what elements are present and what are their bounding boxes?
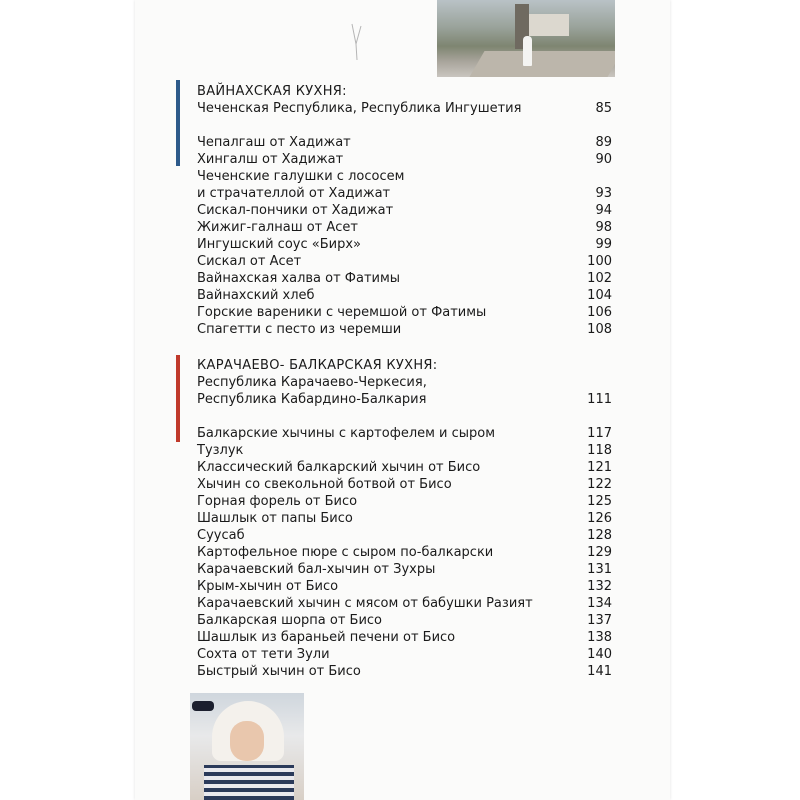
toc-title: Вайнахская халва от Фатимы bbox=[197, 271, 401, 286]
toc-title: Сискал-пончики от Хадижат bbox=[197, 203, 394, 218]
toc-title: Чепалгаш от Хадижат bbox=[197, 135, 351, 150]
toc-page: 102 bbox=[587, 271, 612, 286]
toc-row-region[interactable] bbox=[197, 391, 612, 408]
toc-page: 137 bbox=[587, 613, 612, 628]
toc-row-region bbox=[197, 374, 612, 391]
toc-row[interactable] bbox=[197, 663, 612, 680]
toc-title: Хычин со свекольной ботвой от Бисо bbox=[197, 477, 452, 492]
toc-title: Чеченские галушки с лососем bbox=[197, 169, 405, 184]
toc-row[interactable] bbox=[197, 236, 612, 253]
toc-row[interactable] bbox=[197, 493, 612, 510]
toc-page: 100 bbox=[587, 254, 612, 269]
toc-title: Быстрый хычин от Бисо bbox=[197, 664, 361, 679]
toc-title: Горная форель от Бисо bbox=[197, 494, 358, 509]
toc-title: Балкарские хычины с картофелем и сыром bbox=[197, 426, 496, 441]
toc-row[interactable] bbox=[197, 168, 612, 185]
toc-title: Жижиг-галнаш от Асет bbox=[197, 220, 359, 235]
toc-title: Шашлык из бараньей печени от Бисо bbox=[197, 630, 456, 645]
toc-title: Крым-хычин от Бисо bbox=[197, 579, 339, 594]
toc-row[interactable] bbox=[197, 270, 612, 287]
toc-page: 85 bbox=[595, 101, 612, 116]
toc-title: Горские вареники с черемшой от Фатимы bbox=[197, 305, 487, 320]
toc-row[interactable] bbox=[197, 253, 612, 270]
toc-row[interactable] bbox=[197, 304, 612, 321]
toc-page: 108 bbox=[587, 322, 612, 337]
toc-page: 129 bbox=[587, 545, 612, 560]
section-title-karachay: КАРАЧАЕВО- БАЛКАРСКАЯ КУХНЯ: bbox=[197, 358, 438, 373]
toc-page: 111 bbox=[587, 392, 612, 407]
toc-page: 117 bbox=[587, 426, 612, 441]
toc-title: Вайнахский хлеб bbox=[197, 288, 315, 303]
toc-page: 138 bbox=[587, 630, 612, 645]
toc-title: Карачаевский хычин с мясом от бабушки Разият bbox=[197, 596, 533, 611]
toc-row[interactable] bbox=[197, 151, 612, 168]
toc-row[interactable] bbox=[197, 442, 612, 459]
toc-row[interactable] bbox=[197, 287, 612, 304]
girl-in-headscarf-photo bbox=[190, 693, 304, 800]
toc-title: Чеченская Республика, Республика Ингушетия bbox=[197, 101, 522, 116]
toc-row[interactable] bbox=[197, 510, 612, 527]
toc-row[interactable] bbox=[197, 202, 612, 219]
toc-row[interactable] bbox=[197, 646, 612, 663]
toc-page: 93 bbox=[595, 186, 612, 201]
toc-page: 89 bbox=[595, 135, 612, 150]
toc-page: 90 bbox=[595, 152, 612, 167]
toc-row[interactable] bbox=[197, 321, 612, 338]
toc-title: Тузлук bbox=[197, 443, 244, 458]
toc-row[interactable] bbox=[197, 629, 612, 646]
toc-page: 131 bbox=[587, 562, 612, 577]
toc-page: 94 bbox=[595, 203, 612, 218]
toc-title: Картофельное пюре с сыром по-балкарски bbox=[197, 545, 494, 560]
toc-row[interactable] bbox=[197, 527, 612, 544]
toc-row[interactable] bbox=[197, 459, 612, 476]
toc-row[interactable] bbox=[197, 595, 612, 612]
toc-page: 134 bbox=[587, 596, 612, 611]
toc-page: 118 bbox=[587, 443, 612, 458]
toc-title: Ингушский соус «Бирх» bbox=[197, 237, 361, 252]
toc-page: 141 bbox=[587, 664, 612, 679]
section-title-vainakh: ВАЙНАХСКАЯ КУХНЯ: bbox=[197, 84, 347, 99]
pencil-mark bbox=[349, 22, 365, 62]
toc-row[interactable] bbox=[197, 219, 612, 236]
toc-row[interactable] bbox=[197, 476, 612, 493]
section-bar-vainakh bbox=[176, 80, 180, 166]
toc-title: Республика Карачаево-Черкесия, bbox=[197, 375, 427, 390]
toc-page: 140 bbox=[587, 647, 612, 662]
toc-page: 106 bbox=[587, 305, 612, 320]
toc-title: Классический балкарский хычин от Бисо bbox=[197, 460, 481, 475]
toc-page: 99 bbox=[595, 237, 612, 252]
toc-row[interactable] bbox=[197, 134, 612, 151]
toc-title: Республика Кабардино-Балкария bbox=[197, 392, 427, 407]
toc-title: Сохта от тети Зули bbox=[197, 647, 330, 662]
toc-page: 125 bbox=[587, 494, 612, 509]
toc-page: 121 bbox=[587, 460, 612, 475]
toc-page: 132 bbox=[587, 579, 612, 594]
section-bar-karachay bbox=[176, 355, 180, 442]
toc-row[interactable] bbox=[197, 561, 612, 578]
toc-row[interactable] bbox=[197, 425, 612, 442]
toc-row[interactable] bbox=[197, 578, 612, 595]
toc-title: Сискал от Асет bbox=[197, 254, 302, 269]
toc-title: Балкарская шорпа от Бисо bbox=[197, 613, 383, 628]
toc-row[interactable] bbox=[197, 544, 612, 561]
toc-row[interactable] bbox=[197, 612, 612, 629]
toc-row[interactable] bbox=[197, 185, 612, 202]
mountain-village-photo bbox=[437, 0, 615, 77]
toc-page: 126 bbox=[587, 511, 612, 526]
toc-title: Суусаб bbox=[197, 528, 245, 543]
toc-title: Карачаевский бал-хычин от Зухры bbox=[197, 562, 436, 577]
toc-page: 98 bbox=[595, 220, 612, 235]
toc-title: Шашлык от папы Бисо bbox=[197, 511, 353, 526]
toc-row-region[interactable] bbox=[197, 100, 612, 117]
toc-title: Хингалш от Хадижат bbox=[197, 152, 344, 167]
toc-title: и страчателлой от Хадижат bbox=[197, 186, 391, 201]
toc-page: 104 bbox=[587, 288, 612, 303]
toc-page: 128 bbox=[587, 528, 612, 543]
toc-title: Спагетти с песто из черемши bbox=[197, 322, 402, 337]
toc-page: 122 bbox=[587, 477, 612, 492]
